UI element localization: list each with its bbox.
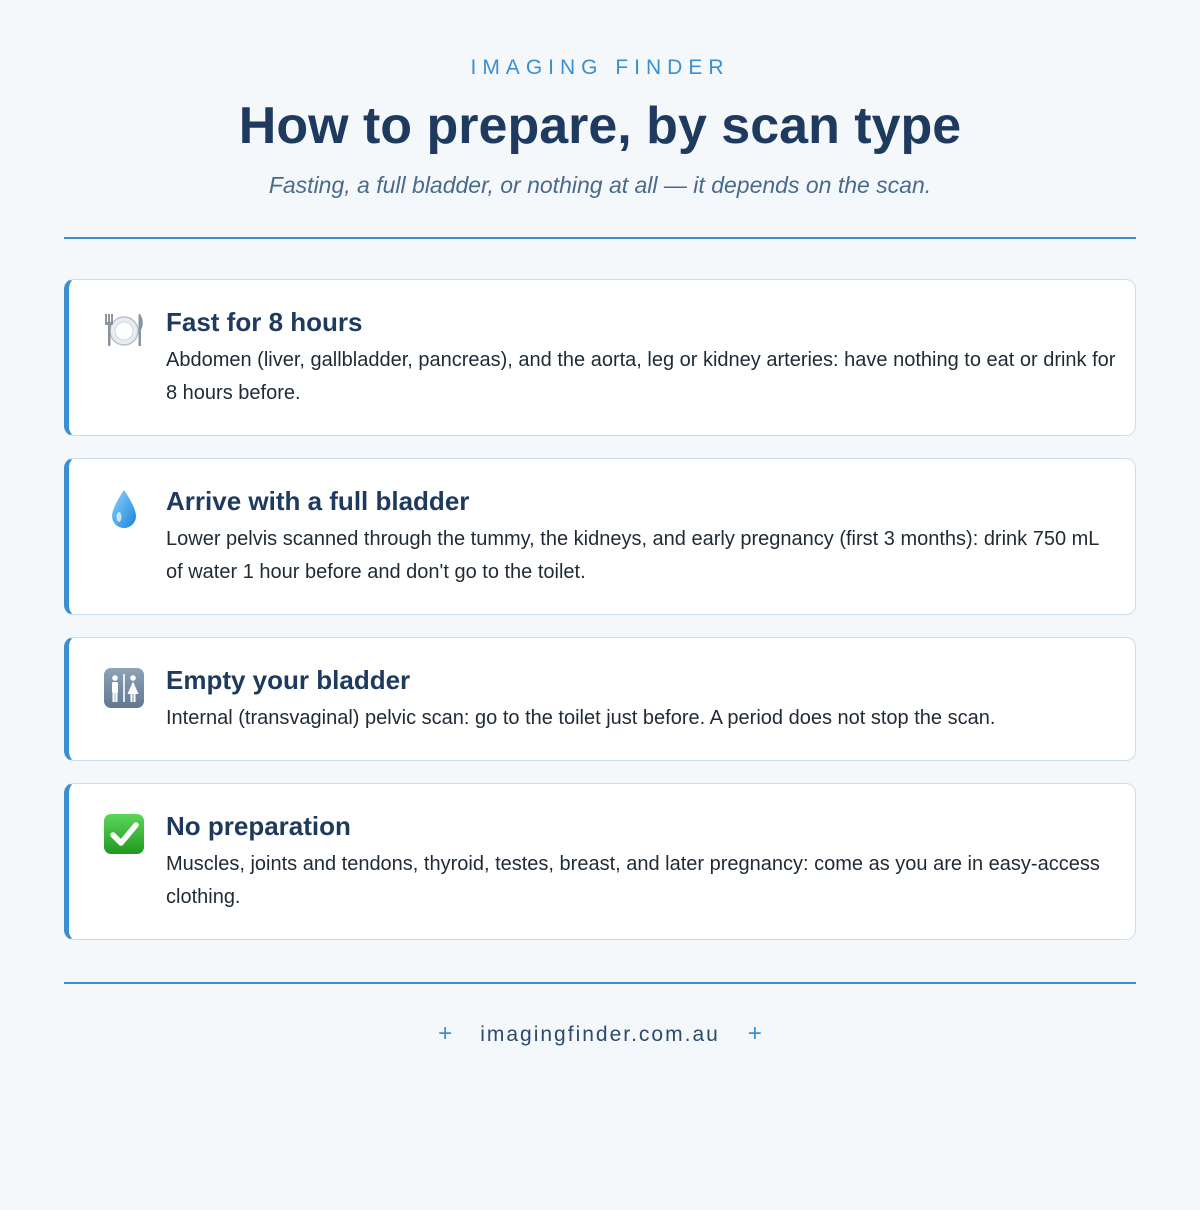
bottom-divider (64, 982, 1136, 984)
page-subtitle: Fasting, a full bladder, or nothing at all — it depends on the scan. (268, 172, 932, 198)
card-description: Muscles, joints and tendons, thyroid, testes, breast, and later pregnancy: come as you are in easy-access clothing. (166, 853, 1100, 908)
card-empty-bladder (64, 637, 1136, 761)
plus-icon: + (747, 1020, 762, 1047)
card-fasting (64, 279, 1136, 436)
fork-knife-plate-icon (102, 308, 146, 352)
page-title: How to prepare, by scan type (238, 97, 962, 155)
card-full-bladder (64, 458, 1136, 615)
card-no-preparation (64, 783, 1136, 940)
brand-label: IMAGING FINDER (470, 56, 730, 79)
card-description: Abdomen (liver, gallbladder, pancreas), and the aorta, leg or kidney arteries: have nothing to eat or drink for 8 hours before. (166, 349, 1116, 404)
footer (64, 1020, 1136, 1048)
top-divider (64, 237, 1136, 239)
card-heading: Empty your bladder (166, 665, 411, 695)
check-mark-icon (102, 812, 146, 856)
plus-icon: + (438, 1020, 453, 1047)
card-description: Lower pelvis scanned through the tummy, the kidneys, and early pregnancy (first 3 months): drink 750 mL of water 1 hour before and don't go to the toilet. (166, 528, 1099, 583)
card-heading: Arrive with a full bladder (166, 486, 470, 516)
card-description: Internal (transvaginal) pelvic scan: go to the toilet just before. A period does not stop the scan. (166, 707, 996, 729)
water-droplet-icon (102, 487, 146, 531)
restroom-icon (102, 666, 146, 710)
card-heading: No preparation (166, 811, 351, 841)
footer-url[interactable]: imagingfinder.com.au (480, 1023, 720, 1046)
card-heading: Fast for 8 hours (166, 307, 363, 337)
